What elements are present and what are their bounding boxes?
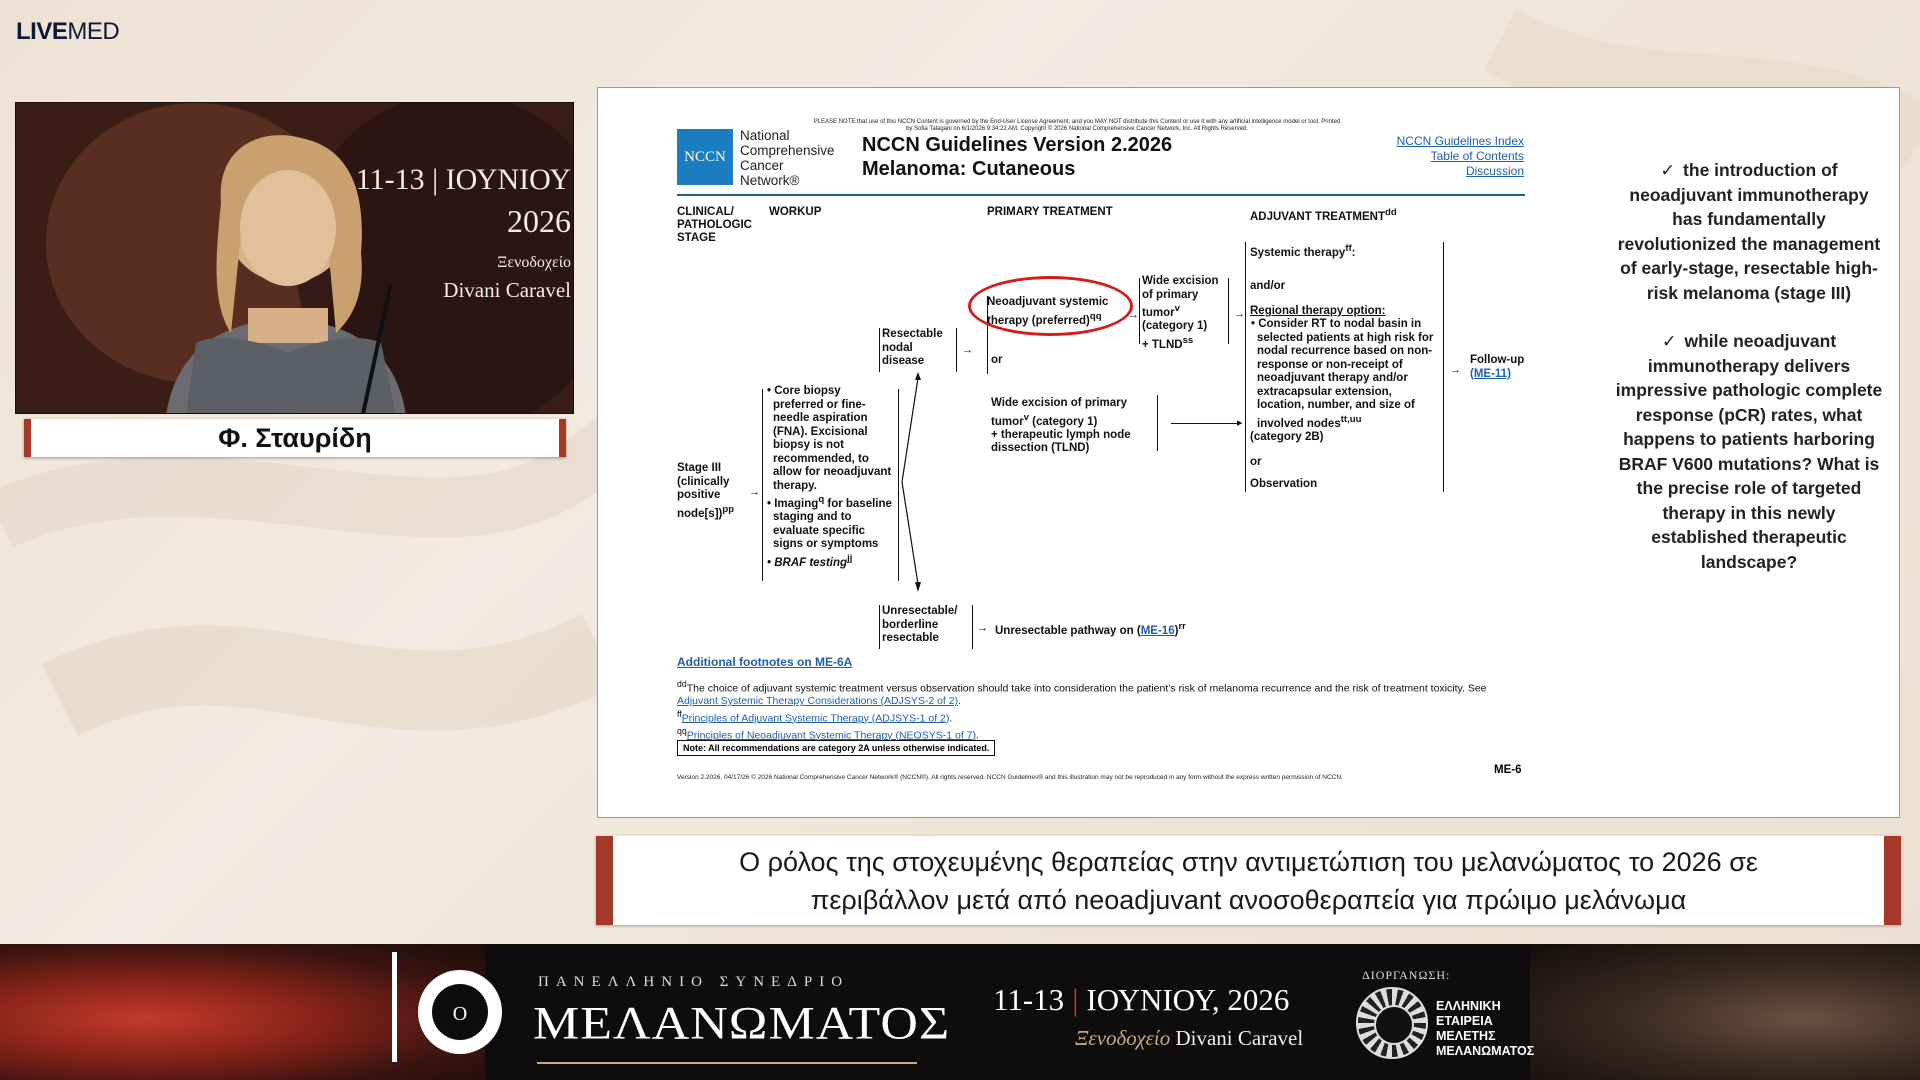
neoadjuvant-option: Neoadjuvant systemic therapy (preferred)$^{qq}$: [987, 296, 1109, 327]
wide-excision-tumor: Wide excision of primary tumor$^v$ (category 1) + $TLND^{ss}$: [1142, 275, 1219, 351]
unresectable-pathway: Unresectable pathway on $(ME-16)^{rr}$: [995, 621, 1186, 637]
col-header-adjuvant: ADJUVANT $TREATMENT^{dd}$: [1250, 207, 1397, 223]
bracket: [1139, 278, 1140, 344]
or-label: or: [991, 354, 1003, 366]
conference-title: ΜΕΛΑΝΩΜΑΤΟΣ: [533, 997, 951, 1050]
conference-dates: 11-13 | ΙΟΥΝΙΟΥ, 2026: [993, 982, 1290, 1017]
banner-painting-right: [1530, 944, 1920, 1080]
check-icon: ✓: [1661, 331, 1677, 351]
footnotes: $^{dd}$The choice of adjuvant systemic treatment versus observation should take into consideration the patient’s risk of melanoma recurrence and the risk of treatment toxicity. See Adjuvant Systemic Therapy Considerations (ADJSYS-2 of 2). $^{ff}$Principles of Adjuvant Systemic Therapy (ADJSYS-1 of 2). $^{qq}$Principles of Neoadjuvant Systemic Therapy (NEOSYS-1 of 7).: [677, 679, 1487, 741]
bracket: [879, 328, 880, 372]
check-icon: ✓: [1660, 160, 1676, 180]
title-underline: [537, 1062, 917, 1064]
poster-text: 11-13 | ΙΟΥΝΙΟΥ 2026 Ξενοδοχείο Divani Caravel: [355, 163, 571, 302]
col-header-stage: CLINICAL/ PATHOLOGIC STAGE: [677, 206, 752, 244]
organizer-label: ΔΙΟΡΓΑΝΩΣΗ:: [1362, 968, 1451, 982]
arrow: →: [1128, 309, 1139, 321]
adjuvant-box: Systemic therapy$^{ff}$: and/or Regional therapy option: • Consider RT to nodal basin in selected patients at high risk for nodal recurrence based on non-response or non-receipt of neoadjuvant therapy and/or extracapsular extension, location, number, and size of involved nodes$^{tt,uu}$ (category 2B) or Observation: [1250, 243, 1434, 491]
highlight-circle: [968, 276, 1133, 336]
svg-text:Ο: Ο: [452, 1003, 468, 1025]
bracket: [1157, 395, 1158, 451]
link-me-11[interactable]: (ME-11): [1470, 367, 1511, 380]
bracket: [1228, 278, 1229, 344]
arrow: →: [962, 344, 973, 356]
link-adjsys-2[interactable]: Adjuvant Systemic Therapy Considerations (ADJSYS-2 of 2): [677, 695, 959, 707]
bracket: [972, 605, 973, 649]
conference-numeral-logo: [390, 952, 520, 1072]
col-header-workup: WORKUP: [769, 206, 822, 218]
arrow: →: [1450, 364, 1461, 376]
bullet-item: ✓ while neoadjuvant immunotherapy delivers impressive pathologic complete response (pCR) rates, what happens to patients harboring BRAF V600 mutations? What is the precise role of targeted therapy in this newly established therapeutic landscape?: [1615, 331, 1883, 572]
nccn-org-name: National Comprehensive Cancer Network®: [740, 128, 835, 188]
slide-bullets: [1613, 158, 1885, 598]
link-neosys-1[interactable]: Principles of Neoadjuvant Systemic Therapy (NEOSYS-1 of 7): [686, 729, 976, 741]
bracket: [1443, 242, 1444, 492]
guideline-title: NCCN Guidelines Version 2.2026 Melanoma: Cutaneous: [862, 134, 1173, 180]
arrow: ▸: [1237, 417, 1243, 429]
link-additional-footnotes[interactable]: Additional footnotes on ME-6A: [677, 655, 853, 669]
arrow: →: [749, 486, 760, 498]
nccn-logo: NCCN: [677, 129, 733, 185]
arrow: →: [1234, 308, 1245, 320]
link-guidelines-index[interactable]: NCCN Guidelines Index: [1396, 134, 1524, 148]
bracket: [956, 328, 957, 372]
speaker-video: [15, 102, 574, 414]
arrow: →: [977, 622, 988, 634]
category-note: Note: All recommendations are category 2A unless otherwise indicated.: [677, 740, 995, 756]
page-id: ME-6: [1494, 764, 1522, 776]
talk-title-caption: Ο ρόλος της στοχευμένης θεραπείας στην αντιμετώπιση του μελανώματος το 2026 σε περιβάλλον μετά από neoadjuvant ανοσοθεραπεία για πρώιμο μελάνωμα: [596, 836, 1901, 925]
link-table-of-contents[interactable]: Table of Contents: [1430, 149, 1524, 163]
bracket: [762, 389, 763, 581]
guideline-links: [1397, 134, 1524, 179]
conference-subtitle: ΠΑΝΕΛΛΗΝΙΟ ΣΥΝΕΔΡΙΟ: [538, 974, 850, 990]
organizer-seal: [1356, 987, 1428, 1059]
presentation-slide: [597, 87, 1900, 818]
workup-box: • Core biopsy preferred or fine-needle aspiration (FNA). Excisional biopsy is not recommended, to allow for neoadjuvant therapy. • Imaging$^q$ for baseline staging and to evaluate specific signs or symptoms • BRAF testing$^{jj}$: [767, 385, 892, 569]
link-adjsys-1[interactable]: Principles of Adjuvant Systemic Therapy (ADJSYS-1 of 2): [681, 712, 950, 724]
speaker-name: Φ. Σταυρίδη: [24, 419, 566, 457]
header-rule: [677, 194, 1525, 196]
wide-excision-tlnd: Wide excision of primary tumor$^v$ (category 1) + therapeutic lymph node dissection (TLND): [991, 397, 1131, 455]
copyright: Version 2.2026, 04/17/26 © 2026 National Comprehensive Cancer Network® (NCCN®). All rights reserved. NCCN Guidelines® and this illustration may not be reproduced in any form without the express written permission of NCCN.: [677, 774, 1343, 781]
col-header-primary: PRIMARY TREATMENT: [987, 206, 1113, 218]
organizer-name: ΕΛΛΗΝΙΚΗ ΕΤΑΙΡΕΙΑ ΜΕΛΕΤΗΣ ΜΕΛΑΝΩΜΑΤΟΣ: [1436, 999, 1535, 1058]
link-me-16[interactable]: ME-16: [1140, 624, 1175, 637]
unresectable-label: Unresectable/ borderline resectable: [882, 605, 958, 644]
bracket: [879, 605, 880, 649]
stage-iii-label: Stage III (clinically positive node[s])$^{pp}$: [677, 462, 735, 520]
bracket: [1245, 242, 1246, 492]
license-notice: PLEASE NOTE that use of this NCCN Content is governed by the End-User License Agreement, and you MAY NOT distribute this Content or use it with any artificial intelligence model or tool. Printed by Sofia Talagani on 6/1/2026 9:34:22 AM. Copyright © 2026 National Comprehensive Cancer Network, Inc. All Rights Reserved.: [813, 119, 1341, 132]
connector: [1171, 423, 1241, 424]
livemed-logo: LIVEMED: [16, 18, 120, 45]
followup: Follow-up (ME-11): [1470, 354, 1525, 380]
bullet-item: ✓ the introduction of neoadjuvant immunotherapy has fundamentally revolutionized the management of early-stage, resectable high-risk melanoma (stage III): [1617, 160, 1881, 303]
link-discussion[interactable]: Discussion: [1465, 164, 1524, 178]
branch-arrows: [898, 370, 924, 595]
conference-banner: [0, 944, 1920, 1080]
resectable-label: Resectable nodal disease: [882, 328, 943, 367]
conference-venue: Ξενοδοχείο Divani Caravel: [1075, 1026, 1304, 1050]
